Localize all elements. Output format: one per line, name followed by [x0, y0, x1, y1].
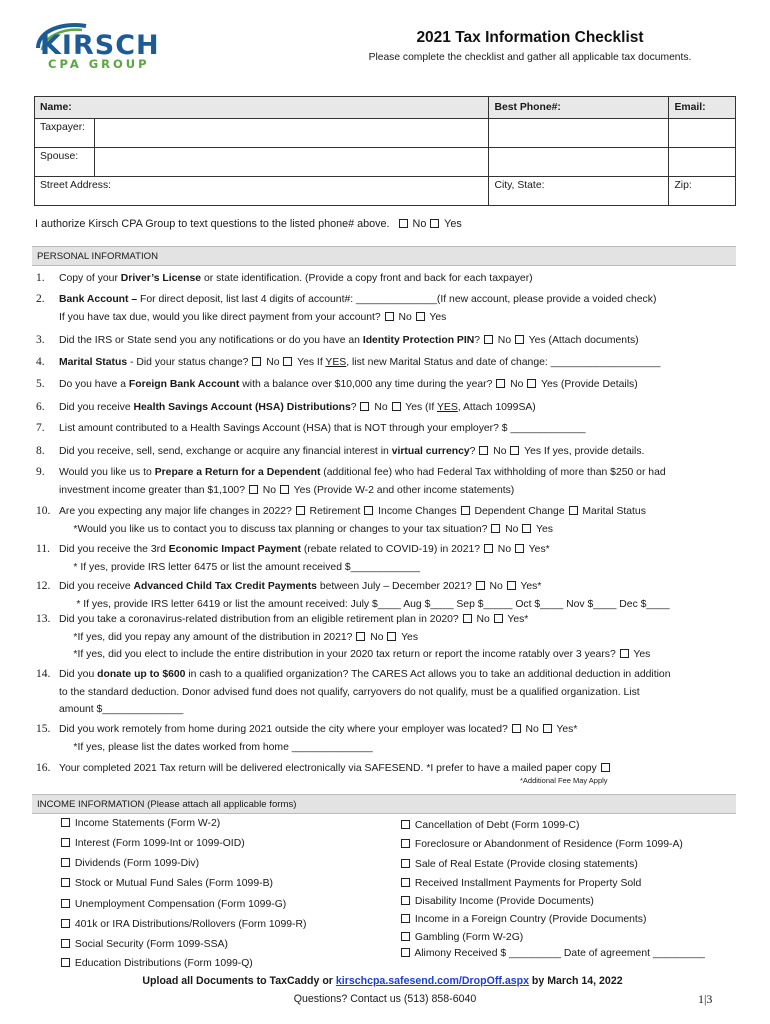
checkbox[interactable]	[296, 506, 305, 515]
income-checkbox[interactable]	[401, 878, 410, 887]
item-number: 2.	[36, 293, 45, 305]
item-number: 1.	[36, 272, 45, 284]
item-text: Did the IRS or State send you any notifications or do you have an Identity Protection PIN? No Yes (Attach documents)	[59, 335, 639, 346]
income-checkbox[interactable]	[401, 896, 410, 905]
taxpayer-label: Taxpayer:	[35, 119, 95, 148]
income-checkbox[interactable]	[61, 818, 70, 827]
checkbox[interactable]	[494, 614, 503, 623]
authorize-yes-label: Yes	[444, 218, 462, 230]
income-item-label: Gambling (Form W-2G)	[412, 932, 524, 943]
item-number: 9.	[36, 466, 45, 478]
checkbox[interactable]	[387, 632, 396, 641]
zip-label: Zip:	[674, 180, 692, 191]
item-text: List amount contributed to a Health Savings Account (HSA) that is NOT through your employer? $ _____________	[59, 423, 586, 434]
phone-header: Best Phone#:	[489, 97, 669, 119]
zip-field[interactable]	[669, 177, 736, 206]
personal-item	[32, 332, 742, 350]
income-item	[60, 878, 273, 889]
checkbox[interactable]	[491, 524, 500, 533]
income-item-label: 401k or IRA Distributions/Rollovers (Form 1099-R)	[72, 919, 307, 930]
income-checkbox[interactable]	[401, 859, 410, 868]
income-checkbox[interactable]	[401, 932, 410, 941]
checkbox[interactable]	[510, 446, 519, 455]
item-text: * If yes, provide IRS letter 6475 or list the amount received $____________	[59, 561, 421, 573]
item-text: Did you receive, sell, send, exchange or acquire any financial interest in virtual currency? No Yes If yes, provide details.	[59, 446, 645, 457]
city-state-field[interactable]	[489, 177, 669, 206]
item-number: 13.	[36, 613, 51, 625]
item-number: 6.	[36, 401, 45, 413]
upload-instructions	[100, 975, 665, 987]
spouse-email-field[interactable]	[669, 148, 736, 177]
income-item-label: Stock or Mutual Fund Sales (Form 1099-B)	[72, 878, 273, 889]
checkbox[interactable]	[569, 506, 578, 515]
item-text: to the standard deduction. Donor advised fund does not qualify, carryovers do not qualify, must be a qualified organization. List	[59, 686, 640, 698]
personal-item	[32, 578, 742, 613]
item-number: 16.	[36, 762, 51, 774]
taxpayer-name-field[interactable]	[95, 119, 489, 148]
checkbox[interactable]	[484, 544, 493, 553]
checkbox[interactable]	[356, 632, 365, 641]
item-text: investment income greater than $1,100? No Yes (Provide W-2 and other income statements)	[59, 484, 515, 496]
income-item-label: Disability Income (Provide Documents)	[412, 896, 594, 907]
checkbox[interactable]	[463, 614, 472, 623]
personal-item	[32, 760, 742, 778]
item-number: 7.	[36, 422, 45, 434]
income-item-label: Cancellation of Debt (Form 1099-C)	[412, 820, 580, 831]
street-label: Street Address:	[40, 180, 112, 191]
income-item	[60, 958, 253, 969]
checkbox[interactable]	[601, 763, 610, 772]
checkbox[interactable]	[527, 379, 536, 388]
checkbox[interactable]	[364, 506, 373, 515]
personal-item	[32, 443, 742, 461]
upload-prefix: Upload all Documents to TaxCaddy or	[142, 975, 336, 987]
item-number: 15.	[36, 723, 51, 735]
item-text: *If yes, please list the dates worked from home ______________	[59, 741, 373, 753]
income-checkbox[interactable]	[401, 820, 410, 829]
fee-note: *Additional Fee May Apply	[520, 776, 608, 785]
authorize-text: I authorize Kirsch CPA Group to text questions to the listed phone# above.	[35, 218, 390, 230]
income-checkbox[interactable]	[61, 958, 70, 967]
personal-item	[32, 666, 742, 719]
checkbox[interactable]	[515, 544, 524, 553]
income-item	[60, 818, 220, 829]
income-item	[400, 914, 646, 925]
checkbox[interactable]	[360, 402, 369, 411]
checkbox[interactable]	[476, 581, 485, 590]
income-item-label: Foreclosure or Abandonment of Residence (Form 1099-A)	[412, 839, 683, 850]
income-item	[60, 939, 228, 950]
item-number: 5.	[36, 378, 45, 390]
income-item-label: Interest (Form 1099-Int or 1099-OID)	[72, 838, 245, 849]
contact-info-table	[34, 96, 736, 206]
checkbox[interactable]	[507, 581, 516, 590]
spouse-label: Spouse:	[35, 148, 95, 177]
text-authorization	[35, 218, 462, 230]
income-item	[400, 896, 594, 907]
checkbox[interactable]	[416, 312, 425, 321]
taxpayer-phone-field[interactable]	[489, 119, 669, 148]
item-text: Your completed 2021 Tax return will be delivered electronically via SAFESEND. *I prefer to have a mailed paper copy	[59, 760, 742, 778]
income-checkbox[interactable]	[61, 878, 70, 887]
income-item-label: Education Distributions (Form 1099-Q)	[72, 958, 253, 969]
personal-item	[32, 399, 742, 417]
personal-item	[32, 376, 742, 394]
income-item	[400, 932, 523, 943]
item-text: Do you have a Foreign Bank Account with a balance over $10,000 any time during the year? No Yes (Provide Details)	[59, 379, 638, 390]
personal-item	[32, 420, 742, 438]
income-checkbox[interactable]	[61, 919, 70, 928]
income-item	[400, 948, 705, 959]
item-text: Did you receive the 3rd Economic Impact Payment (rebate related to COVID-19) in 2021? No Yes*	[59, 544, 550, 555]
spouse-name-field[interactable]	[95, 148, 489, 177]
item-number: 8.	[36, 445, 45, 457]
authorize-no-checkbox[interactable]	[399, 219, 408, 228]
checkbox[interactable]	[461, 506, 470, 515]
income-checkbox[interactable]	[61, 858, 70, 867]
income-checkbox[interactable]	[401, 839, 410, 848]
income-item-label: Sale of Real Estate (Provide closing statements)	[412, 859, 638, 870]
checkbox[interactable]	[385, 312, 394, 321]
item-text: Would you like us to Prepare a Return for a Dependent (additional fee) who had Federal Tax withholding of more than $250 or had	[59, 467, 666, 478]
item-number: 14.	[36, 668, 51, 680]
personal-item	[32, 611, 742, 664]
item-text: Bank Account – For direct deposit, list last 4 digits of account#: ______________(If new account, please provide a voided check)	[59, 294, 657, 305]
spouse-phone-field[interactable]	[489, 148, 669, 177]
income-item-label: Income in a Foreign Country (Provide Documents)	[412, 914, 647, 925]
authorize-yes-checkbox[interactable]	[430, 219, 439, 228]
page-subtitle: Please complete the checklist and gather all applicable tax documents.	[368, 52, 692, 63]
personal-item	[32, 270, 742, 288]
checkbox[interactable]	[522, 524, 531, 533]
item-text: Did you donate up to $600 in cash to a qualified organization? The CARES Act allows you to take an additional deduction in addition	[59, 669, 671, 680]
item-number: 12.	[36, 580, 51, 592]
income-item-label: Income Statements (Form W-2)	[72, 818, 221, 829]
item-number: 4.	[36, 356, 45, 368]
checkbox[interactable]	[249, 485, 258, 494]
item-text: Copy of your Driver’s License or state identification. (Provide a copy front and back for each taxpayer)	[59, 273, 533, 284]
page-title: 2021 Tax Information Checklist	[416, 29, 644, 46]
item-text: Did you receive Health Savings Account (HSA) Distributions? No Yes (If YES, Attach 1099SA)	[59, 402, 536, 413]
item-text: amount $______________	[59, 704, 184, 715]
email-header: Email:	[669, 97, 736, 119]
income-item	[400, 878, 641, 889]
checkbox[interactable]	[280, 485, 289, 494]
income-checkbox[interactable]	[401, 948, 410, 957]
checkbox[interactable]	[620, 649, 629, 658]
income-checkbox[interactable]	[61, 899, 70, 908]
checkbox[interactable]	[543, 724, 552, 733]
income-info-heading: INCOME INFORMATION (Please attach all applicable forms)	[32, 794, 736, 814]
item-text: *Would you like us to contact you to discuss tax planning or changes to your tax situation? No Yes	[59, 523, 553, 535]
page-number: 1|3	[698, 992, 713, 1006]
income-item-label: Alimony Received $ _________ Date of agreement _________	[412, 948, 705, 959]
item-text: Marital Status - Did your status change? No Yes If YES, list new Marital Status and date of change: ___________________	[59, 357, 661, 368]
city-label: City, State:	[494, 180, 545, 191]
checkbox[interactable]	[283, 357, 292, 366]
logo-sub-text: CPA GROUP	[48, 57, 150, 71]
income-item-label: Received Installment Payments for Property Sold	[412, 878, 642, 889]
item-text: Did you receive Advanced Child Tax Credit Payments between July – December 2021? No Yes*	[59, 581, 542, 592]
personal-item	[32, 503, 742, 538]
authorize-no-label: No	[412, 218, 427, 230]
item-text: Did you work remotely from home during 2021 outside the city where your employer was located? No Yes*	[59, 724, 578, 735]
item-text: Are you expecting any major life changes in 2022? Retirement Income Changes Dependent Change Marital Status	[59, 506, 646, 517]
income-item-label: Dividends (Form 1099-Div)	[72, 858, 200, 869]
income-checkbox[interactable]	[61, 838, 70, 847]
income-item	[400, 820, 579, 831]
personal-item	[32, 721, 742, 756]
contact-line: Questions? Contact us (513) 858-6040	[293, 993, 477, 1005]
personal-item	[32, 541, 742, 576]
income-checkbox[interactable]	[61, 939, 70, 948]
income-item	[60, 838, 245, 849]
taxpayer-email-field[interactable]	[669, 119, 736, 148]
income-item	[60, 858, 199, 869]
item-number: 3.	[36, 334, 45, 346]
personal-item	[32, 464, 742, 499]
checkbox[interactable]	[515, 335, 524, 344]
kirsch-logo	[34, 20, 184, 74]
checkbox[interactable]	[496, 379, 505, 388]
checkbox[interactable]	[479, 446, 488, 455]
income-item	[400, 859, 638, 870]
income-item	[60, 899, 286, 910]
item-text: If you have tax due, would you like direct payment from your account? No Yes	[59, 311, 447, 323]
street-address-field[interactable]	[35, 177, 489, 206]
item-text: *If yes, did you elect to include the entire distribution in your 2020 tax return or report the income ratably over 3 years? Yes	[59, 649, 651, 660]
income-item	[60, 919, 306, 930]
income-checkbox[interactable]	[401, 914, 410, 923]
checkbox[interactable]	[252, 357, 261, 366]
name-header: Name:	[35, 97, 489, 119]
personal-info-heading: PERSONAL INFORMATION	[32, 246, 736, 266]
item-text: *If yes, did you repay any amount of the distribution in 2021? No Yes	[59, 631, 419, 643]
upload-suffix: by March 14, 2022	[528, 975, 623, 987]
checkbox[interactable]	[484, 335, 493, 344]
checkbox[interactable]	[512, 724, 521, 733]
item-text: * If yes, provide IRS letter 6419 or list the amount received: July $____ Aug $____ Sep $_____ Oct $____ Nov $____ Dec $____	[59, 598, 670, 610]
income-item	[400, 839, 683, 850]
personal-item	[32, 291, 742, 326]
logo-main-text: KIRSCH	[40, 30, 160, 61]
income-item-label: Unemployment Compensation (Form 1099-G)	[72, 899, 287, 910]
income-item-label: Social Security (Form 1099-SSA)	[72, 939, 228, 950]
safesend-link[interactable]: kirschcpa.safesend.com/DropOff.aspx	[335, 975, 529, 987]
checkbox[interactable]	[392, 402, 401, 411]
item-number: 10.	[36, 505, 51, 517]
item-number: 11.	[36, 543, 50, 555]
personal-item	[32, 354, 742, 372]
item-text: Did you take a coronavirus-related distribution from an eligible retirement plan in 2020? No Yes*	[59, 614, 529, 625]
